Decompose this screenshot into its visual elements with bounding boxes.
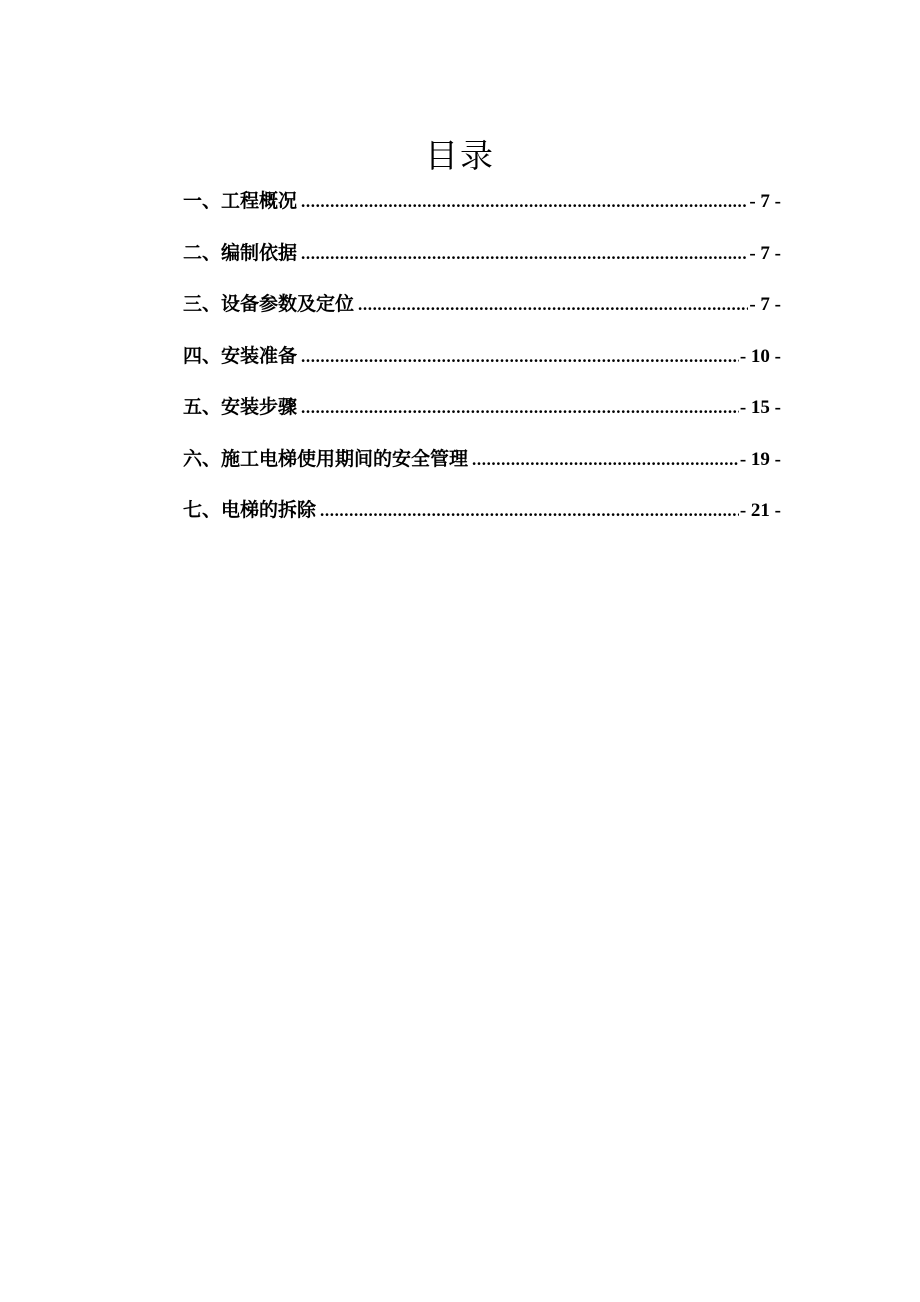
toc-dot-leader	[301, 232, 748, 276]
toc-entry-7[interactable]	[183, 488, 781, 540]
toc-entry-text: 一、工程概况	[183, 190, 298, 212]
toc-entry-1[interactable]	[183, 179, 781, 231]
toc-dot-leader	[301, 180, 748, 224]
toc-entry-page: - 19 -	[739, 448, 781, 470]
toc-entry-page: - 10 -	[739, 345, 781, 367]
toc-entry-page: - 7 -	[749, 191, 781, 212]
toc-entry-page: - 15 -	[739, 397, 781, 418]
toc-entry-2[interactable]	[183, 231, 781, 283]
toc-entry-page: - 7 -	[749, 242, 781, 264]
toc-dot-leader	[358, 283, 748, 327]
toc-entry-5[interactable]	[183, 385, 781, 437]
toc-dot-leader	[320, 489, 739, 533]
toc-entry-3[interactable]	[183, 282, 781, 334]
toc-dot-leader	[472, 438, 739, 482]
toc-title: 目录	[425, 136, 495, 176]
toc-dot-leader	[301, 335, 739, 379]
toc-entry-text: 四、安装准备	[183, 344, 298, 367]
toc-entry-4[interactable]	[183, 334, 781, 386]
toc-entry-text: 六、施工电梯使用期间的安全管理	[183, 447, 469, 470]
toc-entry-6[interactable]	[183, 437, 781, 489]
toc-entry-text: 三、设备参数及定位	[183, 293, 355, 315]
toc-entry-page: - 7 -	[749, 294, 781, 315]
table-of-contents	[183, 179, 781, 540]
toc-entry-page: - 21 -	[739, 500, 781, 521]
toc-entry-text: 二、编制依据	[183, 241, 298, 264]
toc-dot-leader	[301, 386, 739, 430]
toc-entry-text: 五、安装步骤	[183, 396, 298, 418]
toc-entry-text: 七、电梯的拆除	[183, 499, 317, 521]
